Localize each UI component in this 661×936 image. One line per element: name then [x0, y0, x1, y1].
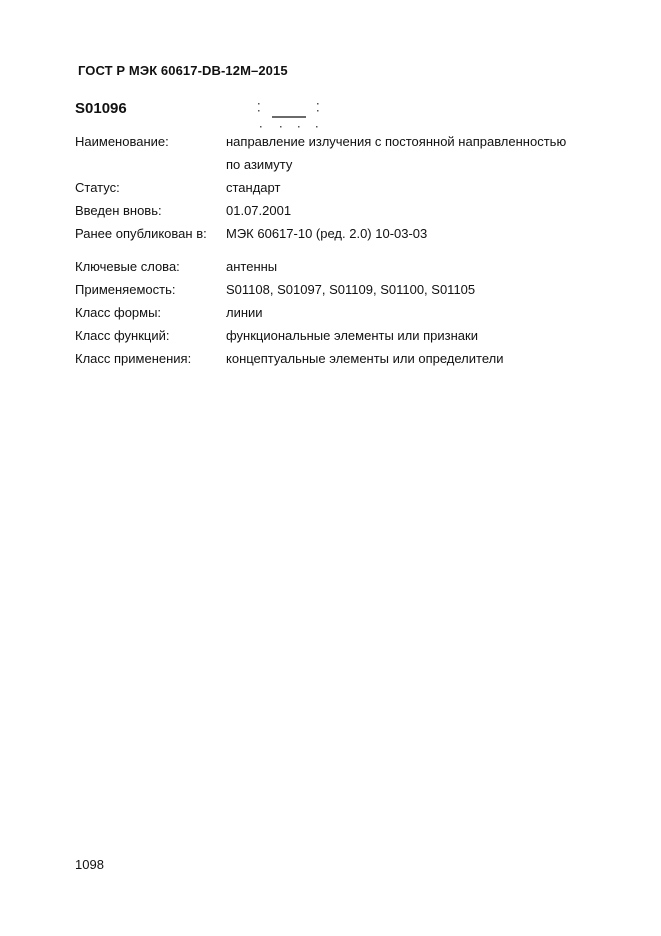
field-value: концептуальные элементы или определители: [226, 351, 504, 366]
field-value: 01.07.2001: [226, 203, 292, 218]
field-label: Класс применения:: [75, 351, 192, 366]
field-label: Введен вновь:: [75, 203, 162, 218]
azimuth-direction-symbol-icon: [258, 100, 322, 130]
field-value: стандарт: [226, 180, 281, 195]
field-value: линии: [226, 305, 263, 320]
field-value: антенны: [226, 259, 278, 274]
field-value: МЭК 60617-10 (ред. 2.0) 10-03-03: [226, 226, 428, 241]
field-value: S01108, S01097, S01109, S01100, S01105: [226, 282, 476, 297]
symbol-code: S01096: [75, 100, 127, 117]
field-value: функциональные элементы или признаки: [226, 328, 478, 343]
field-label: Статус:: [75, 180, 120, 195]
field-label: Наименование:: [75, 134, 169, 149]
field-label: Класс формы:: [75, 305, 162, 320]
field-label: Ключевые слова:: [75, 259, 180, 274]
document-header: ГОСТ Р МЭК 60617-DB-12M–2015: [78, 63, 288, 78]
field-value: по азимуту: [226, 157, 293, 172]
page-number: 1098: [75, 857, 104, 872]
field-label: Ранее опубликован в:: [75, 226, 207, 241]
field-label: Применяемость:: [75, 282, 176, 297]
field-value: направление излучения с постоянной направленностью: [226, 134, 567, 149]
field-label: Класс функций:: [75, 328, 170, 343]
